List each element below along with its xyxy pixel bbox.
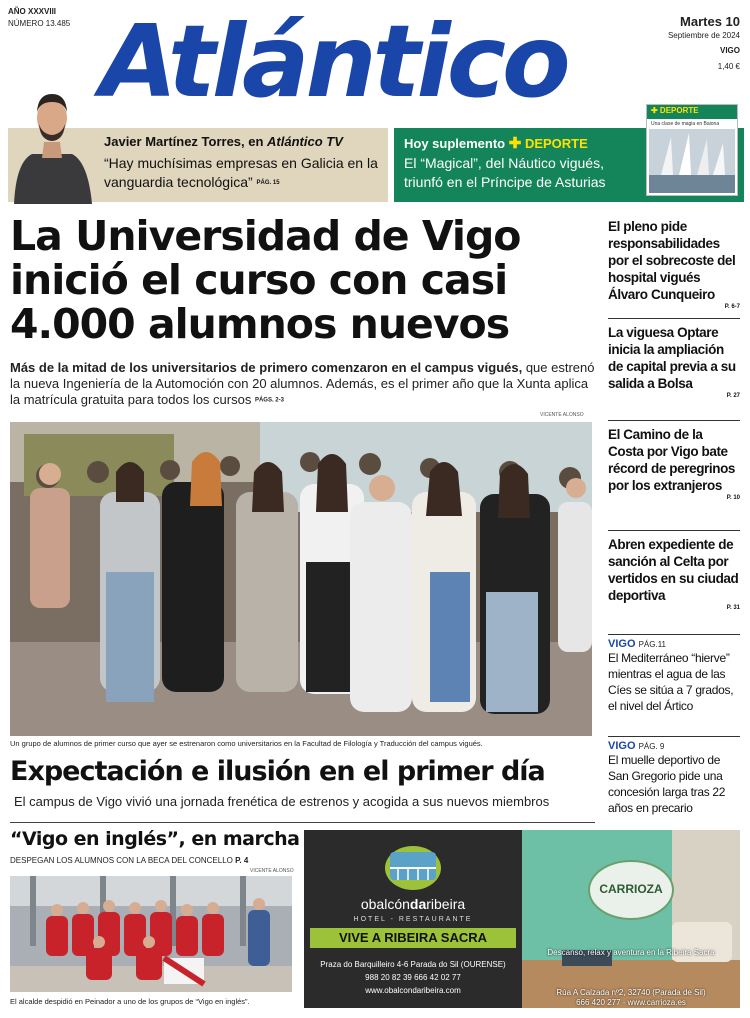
brief-title: El Camino de la Costa por Vigo bate récord de peregrinos por los extranjeros — [608, 427, 736, 493]
brief-item[interactable] — [608, 218, 740, 310]
ad-address: Praza do Barquilleiro 4-6 Parada do Sil (OURENSE) — [320, 960, 506, 969]
promo-sup-text: El “Magical”, del Náutico vigués, triunfó en el Príncipe de Asturias — [404, 155, 606, 190]
brief-page: P. 10 — [726, 495, 740, 501]
brief-title: El Mediterráneo “hierve” mientras el agua de las Cíes se sitúa a 7 grados, el nivel del Ártico — [608, 651, 734, 713]
ad-right-address: Rúa A Calzada nº2, 32740 (Parada de Sil) — [556, 988, 706, 997]
promo-tv-headline — [104, 134, 343, 149]
vigo-ingles-deck — [10, 856, 248, 865]
thumb-caption: Una clase de magia en Baiona — [651, 121, 720, 127]
vigo-ingles-caption: El alcalde despidió en Peinador a uno de los grupos de “Vigo en inglés”. — [10, 997, 250, 1006]
promo-tv-name: Javier Martínez Torres, en — [104, 134, 268, 149]
plus-icon: ✚ — [508, 135, 522, 152]
brief-divider — [608, 736, 740, 737]
brief-page: P. 31 — [726, 605, 740, 611]
carrioza-logo-text: CARRIOZA — [599, 882, 663, 896]
brief-section — [608, 740, 740, 752]
ad-right-phone: 666 420 277 · www.carrioza.es — [576, 998, 686, 1007]
section-divider — [10, 822, 595, 823]
brief-page: PÁG.11 — [638, 640, 666, 649]
brief-section — [608, 638, 740, 650]
edition-city: VIGO — [719, 46, 740, 55]
ad-hotel-subtitle: HOTEL - RESTAURANTE — [353, 916, 473, 923]
main-headline[interactable]: La Universidad de Vigo inició el curso con casi 4.000 alumnos nuevos — [10, 212, 521, 348]
masthead-edition-info — [8, 6, 98, 30]
secondary-deck: El campus de Vigo vivió una jornada frenética de estrenos y acogida a sus nuevos miembros — [14, 794, 550, 809]
promo-tv-page: PÁG. 15 — [256, 179, 280, 186]
vigo-ingles-deck-text: DESPEGAN LOS ALUMNOS CON LA BECA DEL CONCELLO — [10, 856, 233, 865]
brief-item[interactable] — [608, 536, 740, 611]
brief-title: La viguesa Optare inicia la ampliación de capital previa a su salida a Bolsa — [608, 325, 736, 391]
interviewee-portrait — [8, 78, 96, 204]
brief-item[interactable] — [608, 740, 740, 816]
ad-name-part: obalcón — [360, 896, 410, 912]
brief-item[interactable] — [608, 638, 740, 714]
edition-number: NÚMERO 13.485 — [8, 19, 71, 28]
main-deck-body: que estrenó la nueva Ingeniería de la Automoción con 20 alumnos. Además, es el primer año que la Xunta aplica la matrícula gratuita para todos los cursos — [10, 360, 595, 407]
students-group-photo — [10, 422, 592, 736]
promo-sup-headline — [404, 134, 588, 152]
brief-section-label: VIGO — [608, 638, 636, 650]
brief-divider — [608, 634, 740, 635]
ad-right-tagline: Descanso, relax y aventura en la Ribeira Sacra — [547, 948, 715, 957]
brief-page: P. 27 — [726, 393, 740, 399]
brief-title: El muelle deportivo de San Gregorio pide una concesión larga tras 22 años en precario — [608, 753, 726, 815]
edition-day: Martes 10 — [680, 14, 740, 29]
promo-sup-label: Hoy suplemento — [404, 136, 506, 151]
ad-name-part: da — [409, 896, 427, 912]
ad-website[interactable]: www.obalcondaribeira.com — [365, 986, 461, 995]
hotel-advertisement[interactable] — [304, 830, 740, 1008]
ad-obalcondaribeira[interactable] — [304, 830, 522, 1008]
brief-title: El pleno pide responsabilidades por el sobrecoste del hospital vigués Álvaro Cunqueiro — [608, 219, 736, 302]
ad-carrioza[interactable] — [522, 830, 740, 1008]
promo-sup-section: DEPORTE — [524, 136, 588, 151]
ad-name-part: ribeira — [426, 896, 466, 912]
photo-credit: VICENTE ALONSO — [540, 412, 584, 418]
sailboats-image — [649, 129, 735, 193]
edition-price: 1,40 € — [717, 62, 740, 71]
edition-year: AÑO XXXVIII — [8, 7, 57, 16]
secondary-headline[interactable]: Expectación e ilusión en el primer día — [10, 756, 545, 787]
edition-month: Septiembre de 2024 — [667, 31, 740, 40]
brief-item[interactable] — [608, 324, 740, 399]
airport-group-photo — [10, 876, 292, 992]
main-deck-page: PÁGS. 2-3 — [254, 397, 284, 404]
ad-slogan: VIVE A RIBEIRA SACRA — [310, 928, 516, 948]
brief-divider — [608, 318, 740, 319]
thumb-section: ✚ DEPORTE — [651, 106, 699, 115]
masthead-date-info — [640, 14, 740, 73]
vigo-ingles-page: P. 4 — [235, 856, 249, 865]
main-deck — [10, 360, 595, 409]
brief-section-label: VIGO — [608, 740, 636, 752]
brief-title: Abren expediente de sanción al Celta por vertidos en su ciudad deportiva — [608, 537, 739, 603]
promo-tv-quote-text: “Hay muchísimas empresas en Galicia en la vanguardia tecnológica” — [104, 155, 378, 190]
brief-page: P. 6-7 — [724, 304, 740, 310]
promo-tv-channel: Atlántico TV — [267, 134, 343, 149]
main-photo-caption: Un grupo de alumnos de primer curso que ayer se estrenaron como universitarios en la Facultad de Filología y Traducción del campus vigués. — [10, 739, 483, 748]
main-deck-lead: Más de la mitad de los universitarios de primero comenzaron en el campus vigués, — [10, 360, 523, 375]
ad-hotel-name — [304, 896, 522, 912]
brief-page: PÁG. 9 — [638, 742, 665, 751]
balcony-logo-icon — [378, 838, 448, 892]
supplement-cover-thumbnail[interactable] — [646, 104, 738, 196]
brief-divider — [608, 420, 740, 421]
vigo-ingles-headline[interactable]: “Vigo en inglés”, en marcha — [10, 828, 300, 850]
promo-tv-quote — [104, 154, 384, 193]
brief-item[interactable] — [608, 426, 740, 501]
ad-phones: 988 20 82 39 666 42 02 77 — [365, 973, 461, 982]
brief-divider — [608, 530, 740, 531]
newspaper-logo[interactable]: Atlántico — [100, 3, 567, 120]
photo-credit: VICENTE ALONSO — [250, 868, 294, 874]
carrioza-logo — [588, 860, 674, 920]
